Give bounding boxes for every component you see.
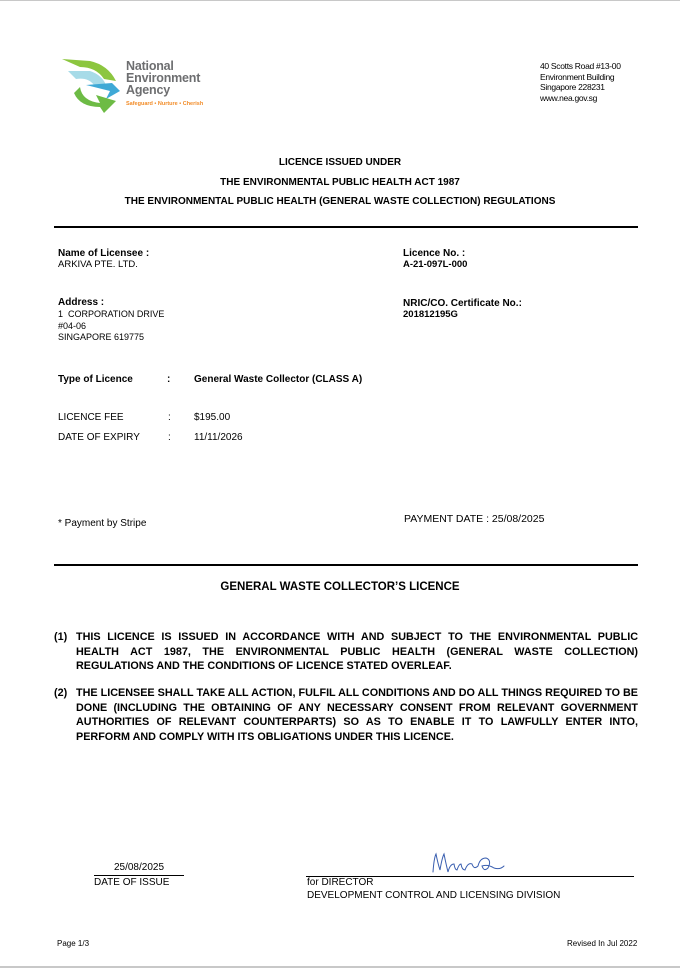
licence-fee-label: LICENCE FEE — [58, 412, 124, 423]
licensee-address — [58, 309, 164, 344]
address-line: #04-06 — [58, 320, 87, 331]
licensee-name: ARKIVA PTE. LTD. — [58, 259, 138, 270]
logo-line-3: Agency — [126, 83, 170, 97]
page-number: Page 1/3 — [57, 939, 90, 948]
issue-date-underline — [94, 875, 184, 876]
agency-address — [540, 61, 621, 103]
logo-line-2: Environment — [126, 71, 201, 85]
address-line: 40 Scotts Road #13-00 — [540, 61, 621, 71]
payment-date: PAYMENT DATE : 25/08/2025 — [404, 513, 545, 525]
website-link[interactable]: www.nea.gov.sg — [540, 92, 598, 103]
issue-date-label: DATE OF ISSUE — [94, 877, 170, 888]
licence-no: A-21-097L-000 — [403, 259, 468, 270]
condition-text: THIS LICENCE IS ISSUED IN ACCORDANCE WITH AND SUBJECT TO THE ENVIRONMENTAL PUBLIC HEALTH ACT 1987, THE ENVIRONMENTAL PUBLIC HEALTH (GENERAL WASTE COLLECTION) REGULATIONS AND THE CONDITIONS OF LICENCE STATED OVERLEAF. — [76, 631, 638, 672]
issue-date: 25/08/2025 — [113, 862, 165, 873]
licence-no-label: Licence No. : — [403, 248, 466, 259]
nea-logo-mark-icon — [60, 57, 126, 115]
colon: : — [167, 374, 171, 385]
director-signature-icon — [430, 850, 512, 876]
certificate-label: NRIC/CO. Certificate No.: — [403, 298, 522, 309]
address-line: Environment Building — [540, 71, 615, 82]
revision-note: Revised In Jul 2022 — [567, 939, 638, 948]
condition-number: (2) — [54, 687, 68, 699]
licence-title: GENERAL WASTE COLLECTOR’S LICENCE — [220, 581, 460, 593]
licence-type-label: Type of Licence — [58, 374, 133, 385]
condition-2 — [54, 686, 638, 744]
payment-method: * Payment by Stripe — [58, 518, 147, 529]
condition-text: THE LICENSEE SHALL TAKE ALL ACTION, FULFIL ALL CONDITIONS AND DO ALL THINGS REQUIRED TO BE DONE (INCLUDING THE OBTAINING OF ANY NECESSARY CONSENT FROM RELEVANT GOVERNMENT AUTHORITIES OF RELEVANT COUNTERPARTS) SO AS TO ENABLE IT TO LAWFULLY ENTER INTO, PERFORM AND COMPLY WITH ITS OBLIGATIONS UNDER THIS LICENCE. — [76, 687, 638, 743]
for-director: for DIRECTOR — [307, 877, 374, 888]
licence-type-value: General Waste Collector (CLASS A) — [194, 374, 363, 385]
logo-tagline: Safeguard • Nurture • Cherish — [126, 101, 204, 107]
certificate-no: 201812195G — [403, 309, 458, 320]
condition-number: (1) — [54, 631, 68, 643]
expiry-value: 11/11/2026 — [194, 432, 243, 443]
address-label: Address : — [58, 297, 105, 308]
nea-logo — [60, 57, 220, 115]
logo-line-1: National — [126, 59, 174, 73]
header-line-3: THE ENVIRONMENTAL PUBLIC HEALTH (GENERAL WASTE COLLECTION) REGULATIONS — [124, 196, 556, 207]
logo-name — [126, 60, 200, 96]
divider — [54, 564, 638, 566]
address-line: SINGAPORE 619775 — [58, 332, 145, 342]
expiry-label: DATE OF EXPIRY — [58, 432, 140, 443]
condition-1 — [54, 630, 638, 674]
header-line-2: THE ENVIRONMENTAL PUBLIC HEALTH ACT 1987 — [220, 177, 460, 188]
divider — [54, 226, 638, 228]
division-name: DEVELOPMENT CONTROL AND LICENSING DIVISION — [307, 890, 561, 901]
address-line: 1 CORPORATION DRIVE — [58, 309, 165, 319]
licence-fee-value: $195.00 — [194, 412, 231, 423]
address-line: Singapore 228231 — [540, 82, 605, 92]
colon: : — [168, 432, 171, 443]
page-top-border — [0, 0, 680, 1]
colon: : — [168, 412, 171, 423]
licensee-name-label: Name of Licensee : — [58, 248, 150, 259]
header-line-1: LICENCE ISSUED UNDER — [278, 157, 402, 168]
